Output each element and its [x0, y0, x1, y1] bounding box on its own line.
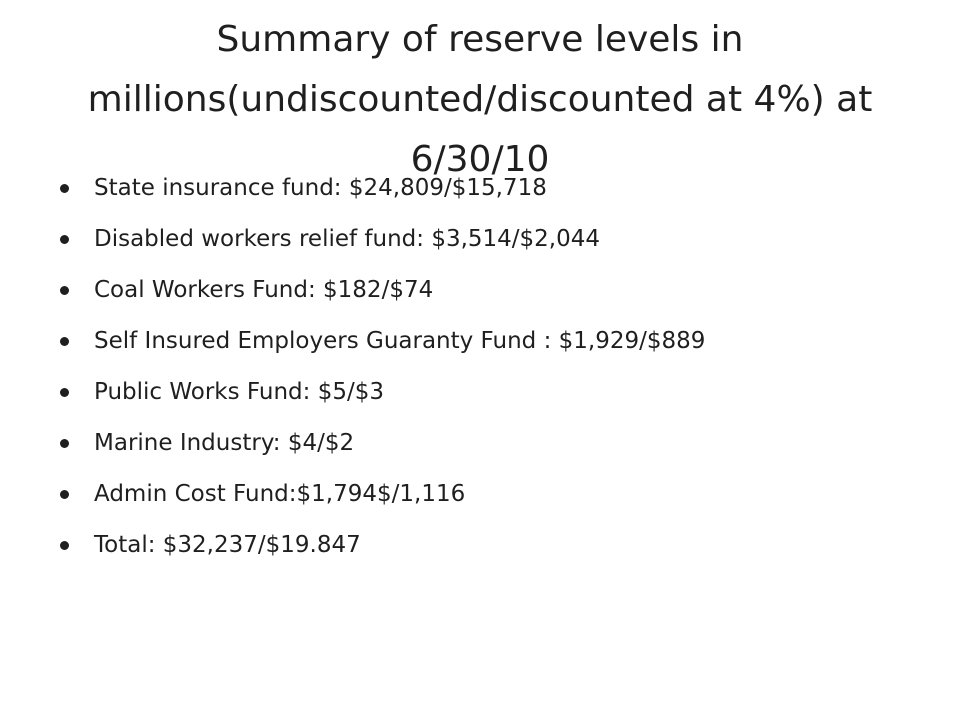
bullet-text: Coal Workers Fund: $182/$74: [94, 277, 434, 303]
bullet-dot-icon: [60, 541, 69, 550]
bullet-item: [58, 222, 858, 257]
bullet-dot-icon: [60, 337, 69, 346]
bullet-dot-icon: [60, 235, 69, 244]
slide-title: Summary of reserve levels in millions(undiscounted/discounted at 4%) at 6/30/10: [87, 19, 873, 180]
bullet-text: Admin Cost Fund:$1,794$/1,116: [94, 481, 466, 507]
bullet-item: [58, 528, 858, 563]
bullet-text: Public Works Fund: $5/$3: [94, 379, 384, 405]
bullet-item: [58, 477, 858, 512]
bullet-text: Disabled workers relief fund: $3,514/$2,044: [94, 226, 601, 252]
bullet-item: [58, 171, 858, 206]
bullet-item: [58, 375, 858, 410]
bullet-text: Total: $32,237/$19.847: [94, 532, 361, 558]
bullet-text: Self Insured Employers Guaranty Fund : $1,929/$889: [94, 328, 706, 354]
bullet-list: [58, 171, 858, 579]
bullet-dot-icon: [60, 490, 69, 499]
bullet-text: Marine Industry: $4/$2: [94, 430, 355, 456]
bullet-dot-icon: [60, 388, 69, 397]
bullet-dot-icon: [60, 286, 69, 295]
bullet-text: State insurance fund: $24,809/$15,718: [94, 175, 547, 201]
bullet-dot-icon: [60, 439, 69, 448]
bullet-item: [58, 273, 858, 308]
bullet-dot-icon: [60, 184, 69, 193]
bullet-item: [58, 426, 858, 461]
bullet-item: [58, 324, 858, 359]
